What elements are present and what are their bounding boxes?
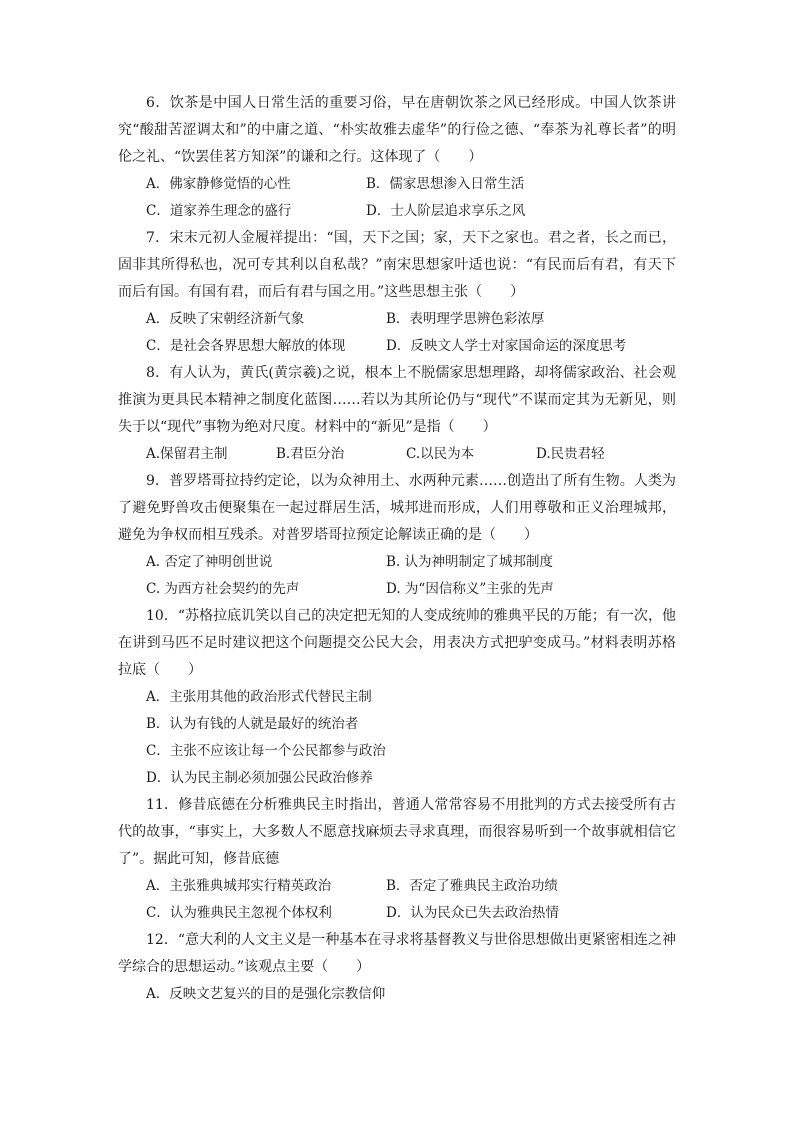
question-12 bbox=[118, 927, 676, 1008]
question-8 bbox=[118, 360, 676, 468]
option-c: C. 为西方社会契约的先声 bbox=[146, 581, 300, 597]
option-d: D.民贵君轻 bbox=[536, 446, 605, 462]
option-list bbox=[118, 684, 676, 792]
option-list bbox=[118, 441, 676, 468]
option-c: C．道家养生理念的盛行 bbox=[146, 203, 292, 219]
question-stem: 10．“苏格拉底讥笑以自己的决定把无知的人变成统帅的雅典平民的万能；有一次，他在讲到马匹不足时建议把这个问题提交公民大会，用表决方式把驴变成马。”材料表明苏格拉底（ ） bbox=[118, 608, 676, 678]
option-d: D．士人阶层追求享乐之风 bbox=[366, 203, 526, 219]
question-stem: 11．修昔底德在分析雅典民主时指出，普通人常常容易不用批判的方式去接受所有古代的故事，“事实上，大多数人不愿意找麻烦去寻求真理，而很容易听到一个故事就相信它了”。据此可知，修昔底德 bbox=[118, 797, 676, 867]
option-list bbox=[118, 981, 676, 1008]
question-stem: 7．宋末元初人金履祥提出：“国，天下之国；家，天下之家也。君之者，长之而已，固非其所得私也，况可专其利以自私哉？”南宋思想家叶适也说：“有民而后有君，有天下而后有国。有国有君，而后有君与国之用。”这些思想主张（ ） bbox=[118, 230, 676, 300]
option-a: A．反映了宋朝经济新气象 bbox=[146, 311, 305, 327]
option-b: B．认为有钱的人就是最好的统治者 bbox=[146, 716, 359, 732]
option-list bbox=[118, 171, 676, 225]
option-a: A．主张用其他的政治形式代替民主制 bbox=[146, 689, 372, 705]
option-list bbox=[118, 873, 676, 927]
option-list bbox=[118, 306, 676, 360]
option-b: B．表明理学思辨色彩浓厚 bbox=[386, 311, 545, 327]
option-b: B. 认为神明制定了城邦制度 bbox=[386, 554, 554, 570]
exam-page bbox=[118, 90, 676, 1008]
option-a: A.保留君主制 bbox=[146, 446, 228, 462]
option-b: B．否定了雅典民主政治功绩 bbox=[386, 878, 558, 894]
question-6 bbox=[118, 90, 676, 225]
option-c: C．认为雅典民主忽视个体权利 bbox=[146, 905, 332, 921]
option-a: A．佛家静修觉悟的心性 bbox=[146, 176, 291, 192]
question-stem: 8．有人认为，黄氏(黄宗羲)之说，根本上不脱儒家思想理路，却将儒家政治、社会观推演为更具民本精神之制度化蓝图……若以为其所论仍与“现代”不谋而定其为无新见，则失于以“现代”事物为绝对尺度。材料中的“新见”是指（ ） bbox=[118, 365, 676, 435]
question-stem: 12．“意大利的人文主义是一种基本在寻求将基督教义与世俗思想做出更紧密相连之神学综合的思想运动。”该观点主要（ ） bbox=[118, 932, 676, 975]
question-stem: 9．普罗塔哥拉持约定论，以为众神用土、水两种元素……创造出了所有生物。人类为了避免野兽攻击便聚集在一起过群居生活，城邦进而形成，人们用尊敬和正义治理城邦，避免为争权而相互残杀。对普罗塔哥拉预定论解读正确的是（ ） bbox=[118, 473, 676, 543]
option-d: D．反映文人学士对家国命运的深度思考 bbox=[386, 338, 627, 354]
option-c: C.以民为本 bbox=[406, 446, 475, 462]
option-d: D．认为民众已失去政治热情 bbox=[386, 905, 559, 921]
option-b: B．儒家思想渗入日常生活 bbox=[366, 176, 525, 192]
option-a: A．反映文艺复兴的目的是强化宗教信仰 bbox=[146, 986, 386, 1002]
option-b: B.君臣分治 bbox=[276, 446, 345, 462]
option-a: A. 否定了神明创世说 bbox=[146, 554, 273, 570]
question-7 bbox=[118, 225, 676, 360]
question-11 bbox=[118, 792, 676, 927]
option-a: A．主张雅典城邦实行精英政治 bbox=[146, 878, 332, 894]
option-d: D．认为民主制必须加强公民政治修养 bbox=[146, 770, 373, 786]
question-9 bbox=[118, 468, 676, 603]
question-10 bbox=[118, 603, 676, 792]
option-c: C．主张不应该让每一个公民都参与政治 bbox=[146, 743, 386, 759]
question-stem: 6．饮茶是中国人日常生活的重要习俗，早在唐朝饮茶之风已经形成。中国人饮茶讲究“酸甜苦涩调太和”的中庸之道、“朴实故雅去虚华”的行俭之德、“奉茶为礼尊长者”的明伦之礼、“饮罢佳茗方知深”的谦和之行。这体现了（ ） bbox=[118, 95, 676, 165]
option-c: C．是社会各界思想大解放的体现 bbox=[146, 338, 346, 354]
option-list bbox=[118, 549, 676, 603]
option-d: D. 为“因信称义”主张的先声 bbox=[386, 581, 554, 597]
